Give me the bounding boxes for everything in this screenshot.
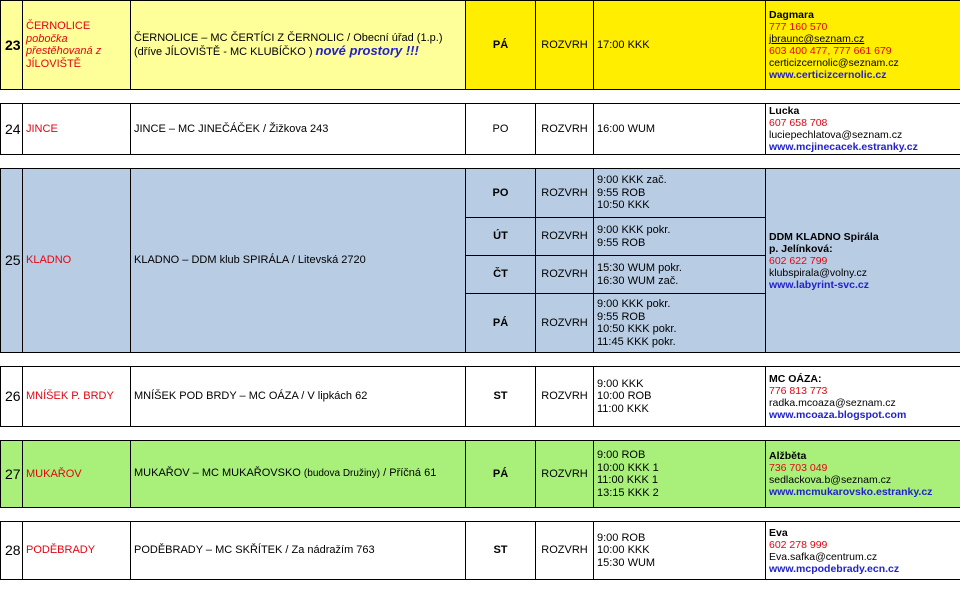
contact-cell [766, 1, 960, 90]
times-cell [594, 441, 766, 508]
gap-cell [1, 90, 960, 104]
time-entry: 11:45 KKK pokr. [597, 335, 676, 348]
venue-cell [131, 441, 466, 508]
contact-phone: 602 278 999 [769, 538, 828, 551]
row-24 [1, 104, 960, 155]
contact-cell [766, 169, 960, 353]
venue-name: MUKAŘOV – MC MUKAŘOVSKO [134, 467, 301, 480]
row-number: 25 [1, 169, 23, 353]
time-entry: 10:50 KKK [597, 199, 650, 212]
times-cell [594, 218, 766, 256]
times-cell [594, 256, 766, 294]
day-cell: ČT [466, 256, 536, 294]
venue-name: PODĚBRADY – MC SKŘÍTEK / Za nádražím 763 [131, 522, 466, 580]
contact-name: Dagmara [769, 9, 814, 21]
gap-cell [1, 353, 960, 367]
time-entry: 9:00 KKK zač. [597, 174, 667, 187]
times-cell [594, 169, 766, 218]
contact-cell [766, 522, 960, 580]
day-cell: PO [466, 104, 536, 155]
time-entry: 10:50 KKK pokr. [597, 323, 677, 335]
day-cell: ÚT [466, 218, 536, 256]
row-number: 27 [1, 441, 23, 508]
schedule-link[interactable]: ROZVRH [536, 169, 594, 218]
time-entry: 9:00 ROB [597, 531, 646, 544]
venue-address: / Příčná 61 [383, 467, 437, 480]
time-entry: 9:00 ROB [597, 449, 646, 461]
venue-name: MNÍŠEK POD BRDY – MC OÁZA / V lipkách 62 [131, 367, 466, 427]
contact-phone-2: 603 400 477, 777 661 679 [769, 45, 892, 57]
time-entry: 9:55 ROB [597, 310, 646, 323]
contact-name: Lucka [769, 105, 800, 117]
schedule-link[interactable]: ROZVRH [536, 1, 594, 90]
town-name: KLADNO [23, 169, 131, 353]
contact-cell [766, 104, 960, 155]
time-entry: 11:00 KKK [597, 402, 649, 415]
contact-email[interactable]: Eva.safka@centrum.cz [769, 550, 878, 563]
time-entry: 13:15 KKK 2 [597, 486, 659, 499]
venue-previous: (dříve JÍLOVIŠTĚ - MC KLUBÍČKO ) [134, 45, 313, 58]
day-cell: PÁ [466, 441, 536, 508]
contact-name: MC OÁZA: [769, 372, 822, 385]
venue-note [134, 42, 462, 59]
schedule-link[interactable]: ROZVRH [536, 256, 594, 294]
row-gap [1, 90, 960, 104]
times-cell: 17:00 KKK [594, 1, 766, 90]
times-cell [594, 367, 766, 427]
time-entry: 10:00 KKK [597, 544, 650, 557]
town-name: MUKAŘOV [23, 441, 131, 508]
schedule-link[interactable]: ROZVRH [536, 218, 594, 256]
venue-building: (budova Družiny) [303, 468, 381, 480]
row-gap [1, 427, 960, 441]
day-cell: PÁ [466, 1, 536, 90]
row-28 [1, 522, 960, 580]
row-27 [1, 441, 960, 508]
contact-website[interactable]: www.mcpodebrady.ecn.cz [769, 562, 900, 575]
town-name: PODĚBRADY [23, 522, 131, 580]
time-entry: 10:00 KKK 1 [597, 461, 659, 474]
contact-email[interactable]: jbraunc@seznam.cz [769, 33, 865, 45]
row-number: 24 [1, 104, 23, 155]
time-entry: 9:00 KKK pokr. [597, 224, 671, 236]
time-entry: 11:00 KKK 1 [597, 474, 658, 486]
contact-phone: 777 160 570 [769, 21, 828, 33]
gap-cell [1, 427, 960, 441]
venue-name: KLADNO – DDM klub SPIRÁLA / Litevská 2720 [131, 169, 466, 353]
contact-phone: 776 813 773 [769, 384, 828, 397]
venue-cell [131, 1, 466, 90]
time-entry: 15:30 WUM pokr. [597, 262, 682, 274]
schedule-link[interactable]: ROZVRH [536, 522, 594, 580]
venue-new-label: nové prostory !!! [315, 42, 419, 58]
row-number: 26 [1, 367, 23, 427]
time-entry: 9:00 KKK pokr. [597, 298, 671, 310]
row-gap [1, 508, 960, 522]
contact-phone: 607 658 708 [769, 117, 828, 129]
times-cell [594, 294, 766, 353]
contact-person: p. Jelínková: [769, 242, 833, 255]
town-name: JINCE [23, 104, 131, 155]
schedule-link[interactable]: ROZVRH [536, 294, 594, 353]
contact-website[interactable]: www.certicizcernolic.cz [769, 69, 887, 81]
schedule-link[interactable]: ROZVRH [536, 367, 594, 427]
contact-name: DDM KLADNO Spirála [769, 230, 879, 243]
time-entry: 16:30 WUM zač. [597, 274, 679, 287]
town-note: pobočka přestěhovaná z [26, 32, 102, 57]
contact-email[interactable]: sedlackova.b@seznam.cz [769, 474, 892, 486]
gap-cell [1, 155, 960, 169]
town-cell [23, 1, 131, 90]
contact-email-2[interactable]: certicizcernolic@seznam.cz [769, 57, 899, 69]
contact-email[interactable]: luciepechlatova@seznam.cz [769, 129, 903, 141]
row-26 [1, 367, 960, 427]
row-number: 28 [1, 522, 23, 580]
contact-website[interactable]: www.mcoaza.blogspot.com [769, 408, 907, 421]
town-name: MNÍŠEK P. BRDY [23, 367, 131, 427]
row-gap [1, 353, 960, 367]
schedule-link[interactable]: ROZVRH [536, 104, 594, 155]
time-entry: 9:00 KKK [597, 377, 644, 390]
times-cell: 16:00 WUM [594, 104, 766, 155]
gap-cell [1, 508, 960, 522]
row-23 [1, 1, 960, 90]
contact-phone: 602 622 799 [769, 254, 828, 267]
day-cell: PO [466, 169, 536, 218]
venue-name: JINCE – MC JINEČÁČEK / Žižkova 243 [131, 104, 466, 155]
contact-website[interactable]: www.mcmukarovsko.estranky.cz [769, 486, 933, 498]
venue-name: ČERNOLICE – MC ČERTÍCI Z ČERNOLIC / Obecní úřad (1.p.) [134, 32, 443, 44]
time-entry: 9:55 ROB [597, 186, 646, 199]
row-25-po [1, 169, 960, 218]
time-entry: 10:00 ROB [597, 390, 652, 403]
day-cell: ST [466, 522, 536, 580]
contact-phone: 736 703 049 [769, 462, 828, 474]
day-cell: PÁ [466, 294, 536, 353]
day-cell: ST [466, 367, 536, 427]
time-entry: 9:55 ROB [597, 236, 646, 249]
contact-name: Alžběta [769, 450, 807, 462]
time-entry: 15:30 WUM [597, 556, 656, 569]
contact-email[interactable]: radka.mcoaza@seznam.cz [769, 396, 896, 409]
town-name: ČERNOLICE [26, 20, 91, 32]
contact-name: Eva [769, 526, 788, 539]
times-cell [594, 522, 766, 580]
contact-cell [766, 367, 960, 427]
row-number: 23 [1, 1, 23, 90]
contact-website[interactable]: www.mcjinecacek.estranky.cz [769, 141, 918, 153]
row-gap [1, 155, 960, 169]
town-note-2: JÍLOVIŠTĚ [26, 57, 82, 70]
contact-website[interactable]: www.labyrint-svc.cz [769, 278, 869, 291]
contact-email[interactable]: klubspirala@volny.cz [769, 266, 868, 279]
schedule-link[interactable]: ROZVRH [536, 441, 594, 508]
contact-cell [766, 441, 960, 508]
